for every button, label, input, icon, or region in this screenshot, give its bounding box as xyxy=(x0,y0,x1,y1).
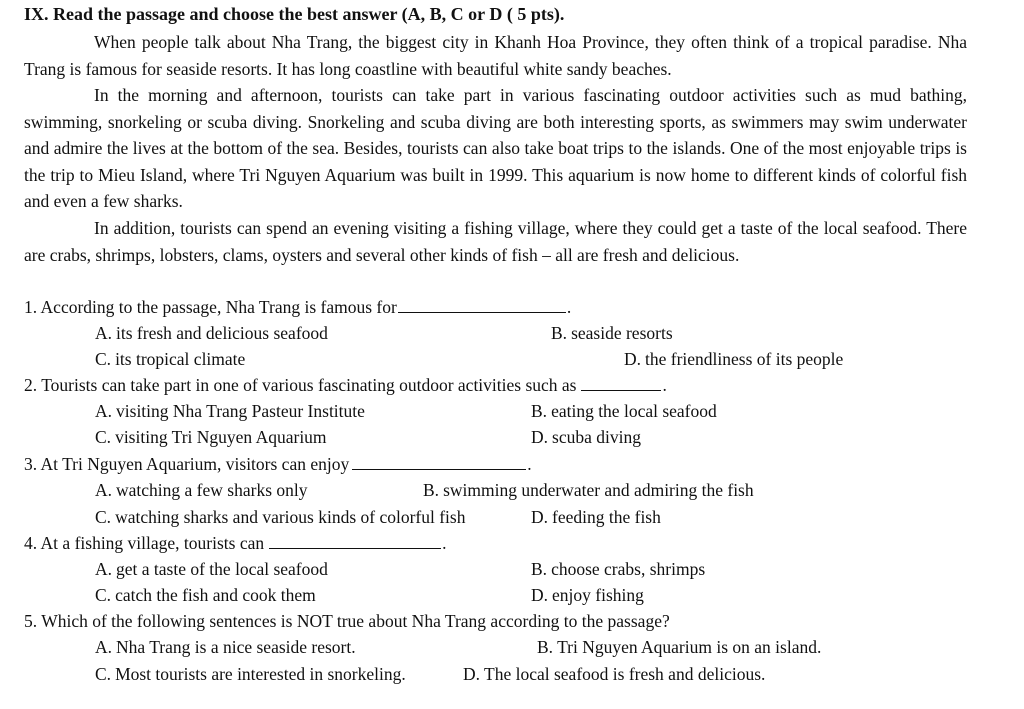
option-text: the friendliness of its people xyxy=(645,349,844,369)
option-letter: A. xyxy=(95,401,113,421)
option-4a[interactable] xyxy=(95,559,328,580)
option-text: visiting Tri Nguyen Aquarium xyxy=(115,427,327,447)
option-text: swimming underwater and admiring the fish xyxy=(443,480,754,500)
question-end: . xyxy=(566,297,572,317)
question-text: At Tri Nguyen Aquarium, visitors can enjoy xyxy=(40,454,350,474)
option-5a[interactable] xyxy=(95,637,356,658)
option-4c[interactable] xyxy=(95,585,316,606)
option-letter: A. xyxy=(95,559,113,579)
option-letter: A. xyxy=(95,323,113,343)
option-letter: D. xyxy=(531,585,549,605)
question-end: . xyxy=(527,454,532,474)
option-text: its tropical climate xyxy=(115,349,246,369)
option-text: choose crabs, shrimps xyxy=(551,559,706,579)
option-letter: D. xyxy=(463,664,481,684)
question-3 xyxy=(24,454,532,475)
question-1 xyxy=(24,297,571,318)
option-letter: A. xyxy=(95,637,113,657)
option-text: scuba diving xyxy=(552,427,641,447)
option-2a[interactable] xyxy=(95,401,365,422)
option-letter: C. xyxy=(95,507,112,527)
option-2c[interactable] xyxy=(95,427,327,448)
option-3a[interactable] xyxy=(95,480,308,501)
question-text: According to the passage, Nha Trang is famous for xyxy=(40,297,397,317)
question-5 xyxy=(24,611,670,632)
option-text: The local seafood is fresh and delicious. xyxy=(484,664,766,684)
option-3d[interactable] xyxy=(531,507,661,528)
option-letter: B. xyxy=(531,401,548,421)
option-letter: D. xyxy=(531,427,549,447)
option-5b[interactable] xyxy=(537,637,821,658)
question-number: 2. xyxy=(24,375,38,395)
question-end: . xyxy=(442,533,447,553)
option-text: eating the local seafood xyxy=(551,401,717,421)
passage-paragraph-2: In the morning and afternoon, tourists can take part in various fascinating outdoor activities such as mud bathing, swimming, snorkeling or scuba diving. Snorkeling and scuba diving are both interesting sports, as swimmers may swim underwater and admire the lives at the bottom of the sea. Besides, tourists can also take boat trips to the islands. One of the most enjoyable trips is the trip to Mieu Island, where Tri Nguyen Aquarium was built in 1999. This aquarium is now home to different kinds of colorful fish and even a few sharks. xyxy=(24,85,967,212)
option-letter: B. xyxy=(423,480,440,500)
option-text: get a taste of the local seafood xyxy=(116,559,328,579)
option-text: its fresh and delicious seafood xyxy=(116,323,328,343)
option-letter: B. xyxy=(531,559,548,579)
passage-paragraph-3: In addition, tourists can spend an evening visiting a fishing village, where they could get a taste of the local seafood. There are crabs, shrimps, lobsters, clams, oysters and several other kinds of fish – all are fresh and delicious. xyxy=(24,218,967,265)
passage-paragraph-1: When people talk about Nha Trang, the biggest city in Khanh Hoa Province, they often think of a tropical paradise. Nha Trang is famous for seaside resorts. It has long coastline with beautiful white sandy beaches. xyxy=(24,32,967,79)
question-text: Which of the following sentences is NOT true about Nha Trang according to the passage? xyxy=(41,611,670,631)
option-1b[interactable] xyxy=(551,323,673,344)
question-end: . xyxy=(662,375,667,395)
answer-blank[interactable] xyxy=(269,534,441,549)
option-text: visiting Nha Trang Pasteur Institute xyxy=(116,401,365,421)
option-text: feeding the fish xyxy=(552,507,661,527)
option-letter: C. xyxy=(95,585,112,605)
option-letter: B. xyxy=(551,323,568,343)
option-text: Tri Nguyen Aquarium is on an island. xyxy=(557,637,822,657)
question-number: 1. xyxy=(24,297,38,317)
option-text: watching a few sharks only xyxy=(116,480,308,500)
option-letter: D. xyxy=(531,507,549,527)
option-letter: C. xyxy=(95,349,112,369)
option-text: watching sharks and various kinds of colorful fish xyxy=(115,507,466,527)
question-2 xyxy=(24,375,667,396)
option-1c[interactable] xyxy=(95,349,245,370)
option-1a[interactable] xyxy=(95,323,328,344)
option-2b[interactable] xyxy=(531,401,717,422)
option-letter: C. xyxy=(95,664,112,684)
option-letter: B. xyxy=(537,637,554,657)
option-2d[interactable] xyxy=(531,427,641,448)
option-text: catch the fish and cook them xyxy=(115,585,316,605)
option-letter: D. xyxy=(624,349,642,369)
option-1d[interactable] xyxy=(624,349,843,370)
option-5d[interactable] xyxy=(463,664,765,685)
answer-blank[interactable] xyxy=(581,376,661,391)
option-3b[interactable] xyxy=(423,480,754,501)
option-text: enjoy fishing xyxy=(552,585,644,605)
option-4b[interactable] xyxy=(531,559,705,580)
question-4 xyxy=(24,533,447,554)
answer-blank[interactable] xyxy=(398,298,566,313)
answer-blank[interactable] xyxy=(352,455,526,470)
option-text: Nha Trang is a nice seaside resort. xyxy=(116,637,356,657)
option-4d[interactable] xyxy=(531,585,644,606)
option-letter: A. xyxy=(95,480,113,500)
option-text: seaside resorts xyxy=(571,323,673,343)
section-heading: IX. Read the passage and choose the best answer (A, B, C or D ( 5 pts). xyxy=(24,4,565,24)
question-text: At a fishing village, tourists can xyxy=(40,533,265,553)
option-letter: C. xyxy=(95,427,112,447)
question-number: 5. xyxy=(24,611,38,631)
option-text: Most tourists are interested in snorkeling. xyxy=(115,664,406,684)
option-3c[interactable] xyxy=(95,507,465,528)
question-text: Tourists can take part in one of various fascinating outdoor activities such as xyxy=(41,375,577,395)
option-5c[interactable] xyxy=(95,664,406,685)
question-number: 3. xyxy=(24,454,38,474)
question-number: 4. xyxy=(24,533,38,553)
